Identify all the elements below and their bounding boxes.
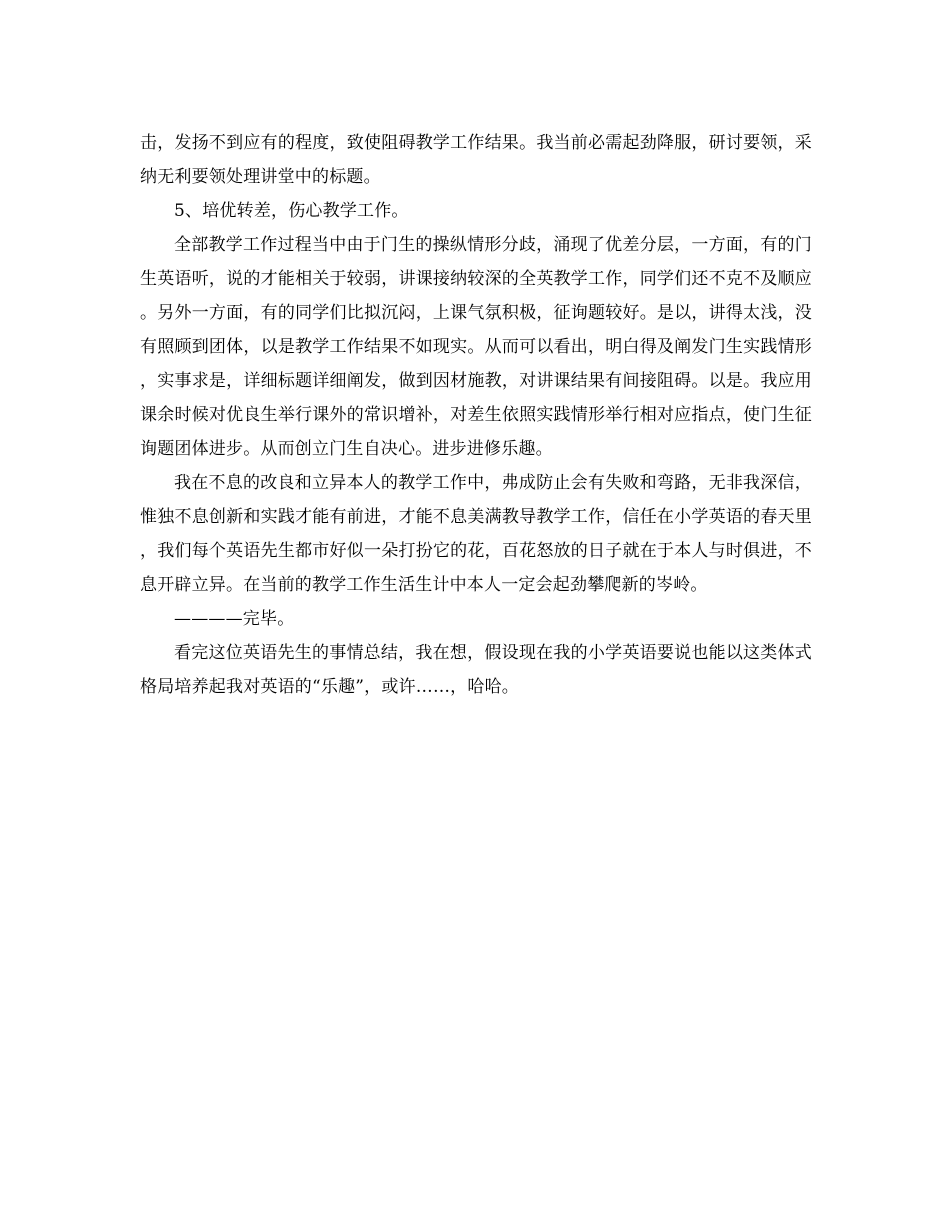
paragraph-body: 我在不息的改良和立异本人的教学工作中，弗成防止会有失败和弯路，无非我深信，惟独不息创新和实践才能有前进，才能不息美满教导教学工作，信任在小学英语的春天里，我们每个英语先生都市好似一朵打扮它的花，百花怒放的日子就在于本人与时俱进，不息开辟立异。在当前的教学工作生活生计中本人一定会起劲攀爬新的岑岭。: [140, 473, 812, 595]
paragraph-heading-5: 5、培优转差，伤心教学工作。: [174, 201, 409, 221]
paragraph-end-mark: ————完毕。: [174, 609, 295, 629]
document-body: [140, 126, 812, 704]
paragraph-body: 全部教学工作过程当中由于门生的操纵情形分歧，涌现了优差分层，一方面，有的门生英语听，说的才能相关于较弱，讲课接纳较深的全英教学工作，同学们还不克不及顺应。另外一方面，有的同学们比拟沉闷，上课气氛积极，征询题较好。是以，讲得太浅，没有照顾到团体，以是教学工作结果不如现实。从而可以看出，明白得及阐发门生实践情形，实事求是，详细标题详细阐发，做到因材施教，对讲课结果有间接阻碍。以是。我应用课余时候对优良生举行课外的常识增补，对差生依照实践情形举行相对应指点，使门生征询题团体进步。从而创立门生自决心。进步进修乐趣。: [140, 235, 812, 459]
paragraph-continuation: 击，发扬不到应有的程度，致使阻碍教学工作结果。我当前必需起劲降服，研讨要领，采纳无利要领处理讲堂中的标题。: [140, 133, 812, 187]
paragraph-closing: 看完这位英语先生的事情总结，我在想，假设现在我的小学英语要说也能以这类体式格局培养起我对英语的“乐趣”，或许……，哈哈。: [140, 643, 812, 697]
